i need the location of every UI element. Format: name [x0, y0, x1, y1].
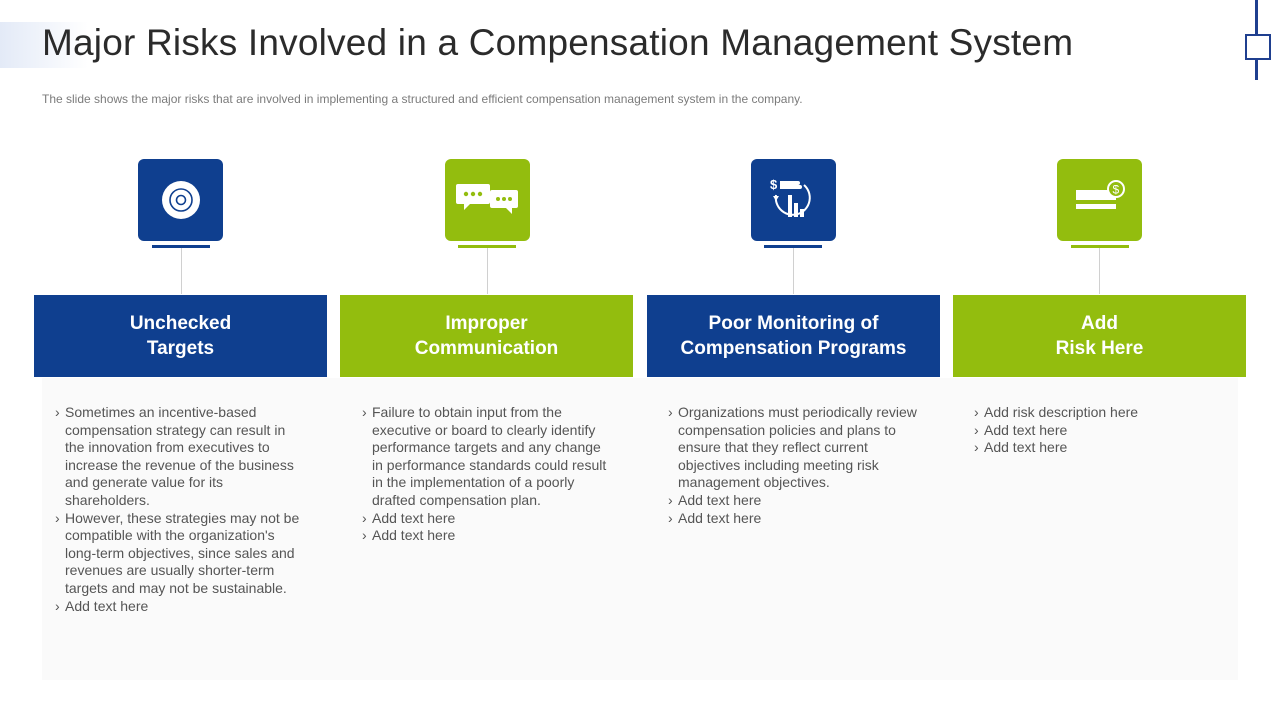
list-item: › Sometimes an incentive-based compensation strategy can result in the innovation from executives to increase the revenue of the business and generate value for its shareholders. [55, 404, 307, 510]
page-title: Major Risks Involved in a Compensation Management System [42, 22, 1074, 63]
list-item: › Organizations must periodically review compensation policies and plans to ensure that they reflect current objectives including meeting risk management objectives. [668, 404, 920, 492]
risk-bullets-4 [974, 404, 1226, 457]
risk-header-unchecked-targets: Unchecked Targets [34, 295, 327, 377]
svg-text:$: $ [1112, 182, 1119, 197]
connector-2 [487, 248, 488, 294]
risk-bullets-1 [55, 404, 307, 615]
connector-4 [1099, 248, 1100, 294]
risk-header-improper-communication: Improper Communication [340, 295, 633, 377]
list-item: › Add text here [362, 510, 614, 528]
list-item: › Add text here [974, 422, 1226, 440]
card-dollar-icon [1057, 159, 1142, 241]
list-item: › Add text here [55, 598, 307, 616]
risk-bullets-3 [668, 404, 920, 527]
connector-1 [181, 248, 182, 294]
page-subtitle: The slide shows the major risks that are involved in implementing a structured and efficient compensation management system in the company. [42, 92, 803, 106]
list-item: › Failure to obtain input from the executive or board to clearly identify performance targets and any change in performance standards could result in the implementation of a poorly drafted compensation plan. [362, 404, 614, 510]
svg-text:$: $ [769, 177, 777, 192]
target-icon [138, 159, 223, 241]
money-monitoring-icon [751, 159, 836, 241]
connector-3 [793, 248, 794, 294]
risk-header-poor-monitoring: Poor Monitoring of Compensation Programs [647, 295, 940, 377]
list-item: › Add text here [668, 492, 920, 510]
list-item: › Add text here [362, 527, 614, 545]
risk-bullets-2 [362, 404, 614, 545]
chat-bubbles-icon [445, 159, 530, 241]
list-item: › Add text here [974, 439, 1226, 457]
list-item: › However, these strategies may not be compatible with the organization's long-term objectives, since sales and revenues are usually shorter-term targets and may not be sustainable. [55, 510, 307, 598]
risk-header-add-risk: Add Risk Here [953, 295, 1246, 377]
list-item: › Add risk description here [974, 404, 1226, 422]
corner-accent-box [1245, 34, 1271, 60]
icon-underline-4 [1071, 245, 1129, 248]
list-item: › Add text here [668, 510, 920, 528]
